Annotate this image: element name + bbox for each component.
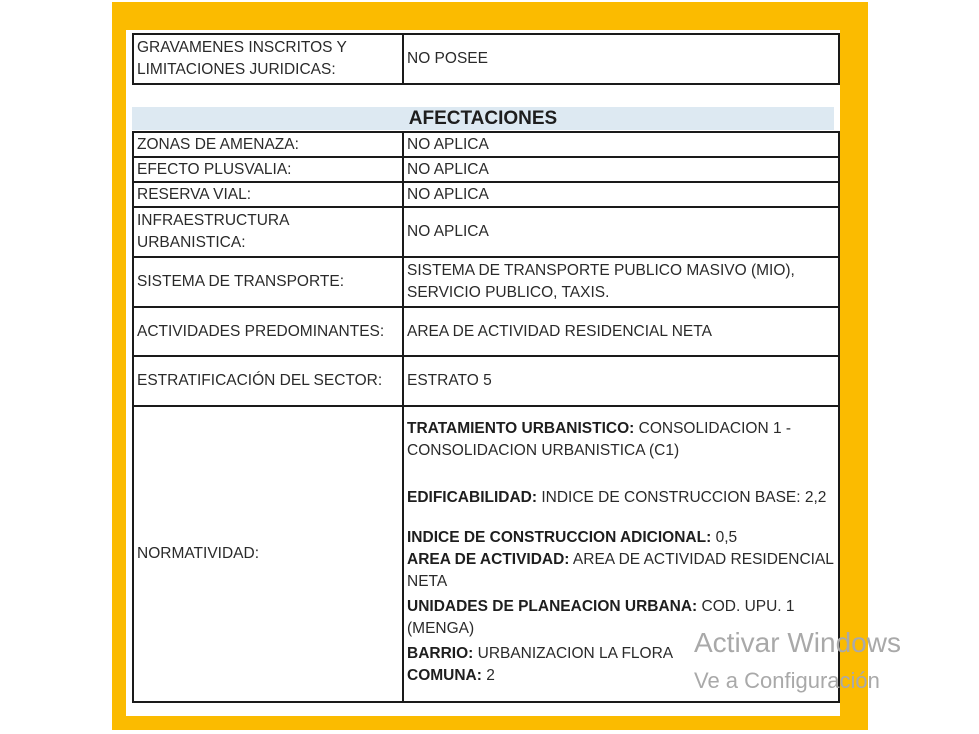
row-label: ESTRATIFICACIÓN DEL SECTOR: bbox=[133, 356, 403, 406]
table-row bbox=[133, 257, 839, 307]
row-value: SISTEMA DE TRANSPORTE PUBLICO MASIVO (MIO), SERVICIO PUBLICO, TAXIS. bbox=[403, 257, 839, 307]
table-row bbox=[133, 307, 839, 356]
row-label: SISTEMA DE TRANSPORTE: bbox=[133, 257, 403, 307]
indice-adicional-text: INDICE DE CONSTRUCCION ADICIONAL: 0,5 bbox=[407, 529, 738, 546]
row-value: NO APLICA bbox=[403, 182, 839, 207]
section-title: AFECTACIONES bbox=[132, 107, 834, 130]
barrio-text: BARRIO: URBANIZACION LA FLORA bbox=[407, 645, 674, 662]
gravamenes-value: NO POSEE bbox=[403, 34, 839, 84]
row-value: NO APLICA bbox=[403, 207, 839, 257]
row-value: ESTRATO 5 bbox=[403, 356, 839, 406]
row-value: AREA DE ACTIVIDAD RESIDENCIAL NETA bbox=[403, 307, 839, 356]
row-value: NO APLICA bbox=[403, 157, 839, 182]
upu-text: UNIDADES DE PLANEACION URBANA: COD. UPU. 1 (MENGA) bbox=[407, 598, 795, 637]
table-row bbox=[133, 132, 839, 157]
row-value: NO APLICA bbox=[403, 132, 839, 157]
table-row bbox=[133, 182, 839, 207]
table-row bbox=[133, 34, 839, 84]
row-label: ZONAS DE AMENAZA: bbox=[133, 132, 403, 157]
area-actividad-text: AREA DE ACTIVIDAD: AREA DE ACTIVIDAD RESIDENCIAL NETA bbox=[407, 551, 834, 590]
row-label: EFECTO PLUSVALIA: bbox=[133, 157, 403, 182]
row-label: INFRAESTRUCTURA URBANISTICA: bbox=[133, 207, 403, 257]
row-label: ACTIVIDADES PREDOMINANTES: bbox=[133, 307, 403, 356]
table-row bbox=[133, 207, 839, 257]
table-row bbox=[133, 157, 839, 182]
gravamenes-label: GRAVAMENES INSCRITOS Y LIMITACIONES JURIDICAS: bbox=[133, 34, 403, 84]
gravamenes-table bbox=[132, 33, 840, 85]
table-row bbox=[133, 356, 839, 406]
normatividad-label: NORMATIVIDAD: bbox=[133, 406, 403, 702]
edificabilidad-text: EDIFICABILIDAD: INDICE DE CONSTRUCCION BASE: 2,2 bbox=[407, 489, 827, 506]
settings-watermark: Ve a Configuración bbox=[694, 668, 880, 693]
row-label: RESERVA VIAL: bbox=[133, 182, 403, 207]
comuna-text: COMUNA: 2 bbox=[407, 667, 495, 684]
afectaciones-table bbox=[132, 131, 901, 703]
tratamiento-text: TRATAMIENTO URBANISTICO: CONSOLIDACION 1 - CONSOLIDACION URBANISTICA (C1) bbox=[407, 420, 792, 459]
activate-windows-watermark: Activar Windows bbox=[694, 627, 901, 658]
